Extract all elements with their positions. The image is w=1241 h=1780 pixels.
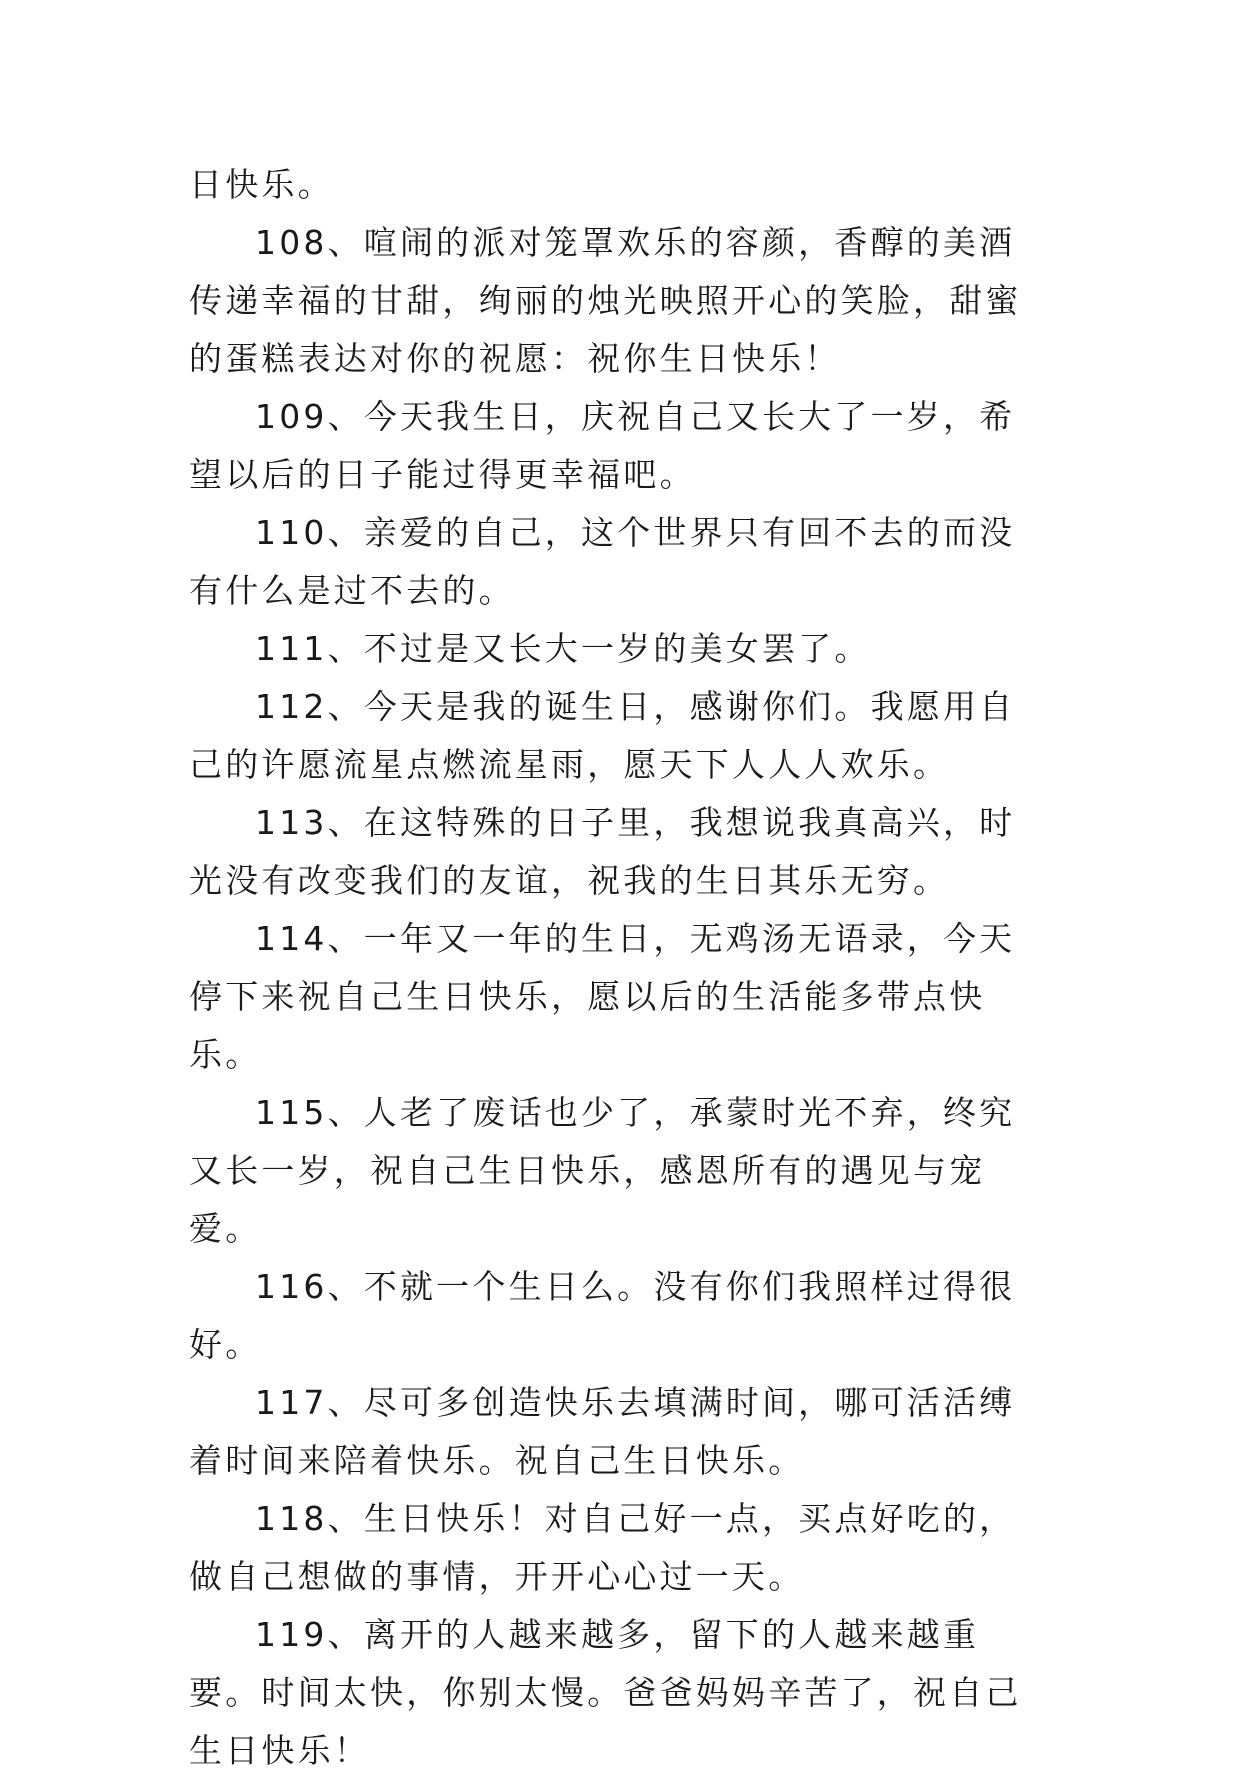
paragraph-109: 109、今天我生日，庆祝自己又长大了一岁，希望以后的日子能过得更幸福吧。 bbox=[189, 397, 1016, 494]
paragraph-110: 110、亲爱的自己，这个世界只有回不去的而没有什么是过不去的。 bbox=[189, 513, 1016, 610]
paragraph-112: 112、今天是我的诞生日，感谢你们。我愿用自己的许愿流星点燃流星雨，愿天下人人人欢乐。 bbox=[189, 687, 1016, 784]
document-body bbox=[189, 156, 1051, 1780]
paragraph-111: 111、不过是又长大一岁的美女罢了。 bbox=[255, 629, 871, 668]
paragraph-115: 115、人老了废话也少了，承蒙时光不弃，终究又长一岁，祝自己生日快乐，感恩所有的遇见与宠爱。 bbox=[189, 1093, 1016, 1248]
paragraph-116: 116、不就一个生日么。没有你们我照样过得很好。 bbox=[189, 1267, 1016, 1364]
paragraph-113: 113、在这特殊的日子里，我想说我真高兴，时光没有改变我们的友谊，祝我的生日其乐无穷。 bbox=[189, 803, 1016, 900]
paragraph-108: 108、喧闹的派对笼罩欢乐的容颜，香醇的美酒传递幸福的甘甜，绚丽的烛光映照开心的笑脸，甜蜜的蛋糕表达对你的祝愿：祝你生日快乐！ bbox=[189, 223, 1022, 378]
paragraph-118: 118、生日快乐！对自己好一点，买点好吃的，做自己想做的事情，开开心心过一天。 bbox=[189, 1499, 1016, 1596]
paragraph-117: 117、尽可多创造快乐去填满时间，哪可活活缚着时间来陪着快乐。祝自己生日快乐。 bbox=[189, 1383, 1016, 1480]
paragraph-119: 119、离开的人越来越多，留下的人越来越重要。时间太快，你别太慢。爸爸妈妈辛苦了，祝自己生日快乐！ bbox=[189, 1615, 1022, 1770]
paragraph-continuation: 日快乐。 bbox=[189, 165, 334, 204]
paragraph-114: 114、一年又一年的生日，无鸡汤无语录，今天停下来祝自己生日快乐，愿以后的生活能多带点快乐。 bbox=[189, 919, 1016, 1074]
